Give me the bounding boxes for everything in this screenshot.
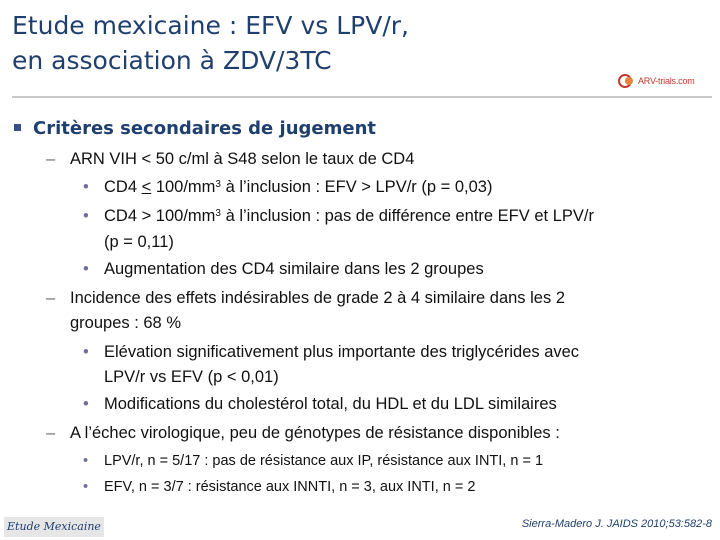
logo-text: ARV-trials.com <box>638 76 695 86</box>
list-item-lpvr: • LPV/r, n = 5/17 : pas de résistance aux IP, résistance aux INTI, n = 1 <box>83 453 544 469</box>
list-item-cd4-high: • $CD4 > 100/mm^3$ à l’inclusion : pas de différence entre EFV et LPV/r <box>83 207 594 225</box>
square-bullet-icon <box>14 124 21 131</box>
list-item-augmentation: • Augmentation des CD4 similaire dans les 2 groupes <box>83 260 484 278</box>
list-item-elevation-cont: LPV/r vs EFV (p < 0,01) <box>104 368 279 386</box>
list-item-incidence: – Incidence des effets indésirables de grade 2 à 4 similaire dans les 2 <box>46 289 565 307</box>
list-item-cd4-high-cont: (p = 0,11) <box>104 233 174 251</box>
dash-bullet-icon: – <box>46 150 56 168</box>
section-heading <box>14 118 376 139</box>
list-item-modifications: • Modifications du cholestérol total, du HDL et du LDL similaires <box>83 395 557 413</box>
slide-title <box>12 8 532 78</box>
dot-bullet-icon: • <box>83 207 89 225</box>
list-item-echec: – A l’échec virologique, peu de génotypes de résistance disponibles : <box>46 424 560 442</box>
arv-trials-logo-icon <box>618 74 636 88</box>
dot-bullet-icon: • <box>83 479 89 495</box>
list-item-arn: – ARN VIH < 50 c/ml à S48 selon le taux de CD4 <box>46 150 415 168</box>
dot-bullet-icon: • <box>83 178 89 196</box>
arv-trials-logo <box>618 70 710 92</box>
list-item-cd4-low: • $CD4 < 100/mm^3$ à l’inclusion : EFV > LPV/r (p = 0,03) <box>83 178 493 196</box>
list-item-incidence-cont: groupes : 68 % <box>70 314 181 332</box>
dot-bullet-icon: • <box>83 395 89 413</box>
list-item-elevation: • Elévation significativement plus importante des triglycérides avec <box>83 343 580 361</box>
footer-study-label: Etude Mexicaine <box>4 517 104 537</box>
title-divider <box>12 96 712 98</box>
dot-bullet-icon: • <box>83 260 89 278</box>
dot-bullet-icon: • <box>83 453 89 469</box>
dot-bullet-icon: • <box>83 343 89 361</box>
slide-title-line-2: en association à ZDV/3TC <box>12 46 332 75</box>
dash-bullet-icon: – <box>46 289 56 307</box>
footer-reference: Sierra-Madero J. JAIDS 2010;53:582-8 <box>521 518 712 530</box>
list-item-efv: • EFV, n = 3/7 : résistance aux INNTI, n = 3, aux INTI, n = 2 <box>83 479 476 495</box>
slide-title-line-1: Etude mexicaine : EFV vs LPV/r, <box>12 11 409 40</box>
section-heading-text: Critères secondaires de jugement <box>33 118 376 139</box>
dash-bullet-icon: – <box>46 424 56 442</box>
